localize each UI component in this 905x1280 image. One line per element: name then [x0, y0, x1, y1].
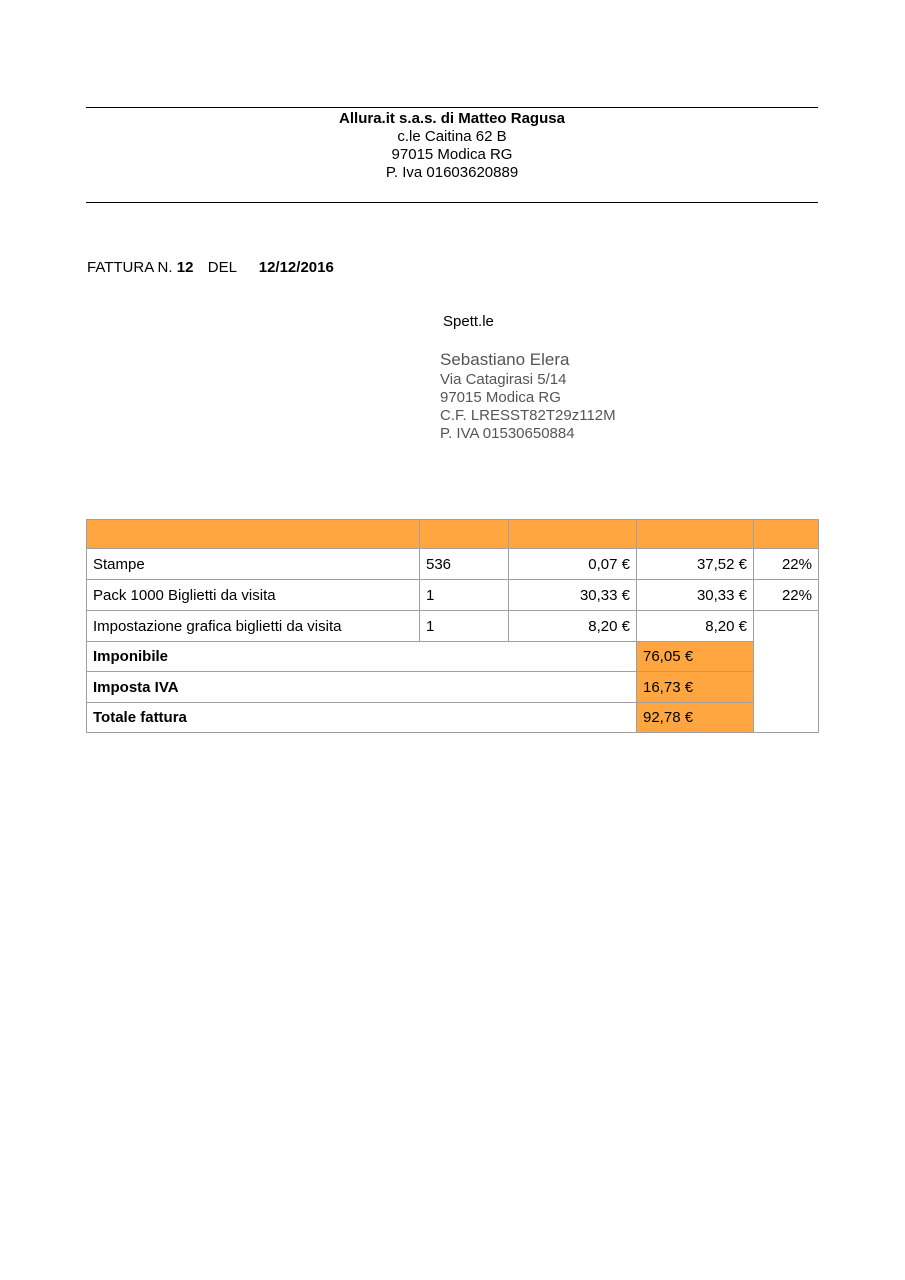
imponibile-label: Imponibile [87, 642, 637, 672]
table-row [87, 549, 819, 580]
recipient-vat: P. IVA 01530650884 [440, 425, 575, 442]
recipient-salutation: Spett.le [443, 313, 494, 330]
invoice-number: 12 [176, 259, 194, 276]
iva-label: Imposta IVA [87, 672, 637, 703]
top-rule [86, 107, 818, 108]
item-qty: 1 [420, 611, 509, 642]
item-unit-price: 30,33 € [509, 580, 637, 611]
issuer-block [86, 110, 818, 182]
recipient-name: Sebastiano Elera [440, 350, 570, 369]
iva-value: 16,73 € [637, 672, 754, 703]
bottom-rule [86, 202, 818, 203]
table-header-row [87, 520, 819, 549]
invoice-label: FATTURA N. [87, 259, 173, 276]
item-total: 30,33 € [637, 580, 754, 611]
totale-label: Totale fattura [87, 703, 637, 733]
recipient-city: 97015 Modica RG [440, 389, 561, 406]
vat-filler-cell [754, 611, 819, 733]
imponibile-value: 76,05 € [637, 642, 754, 672]
issuer-vat: P. Iva 01603620889 [385, 164, 519, 181]
header-cell [87, 520, 420, 549]
header-cell [637, 520, 754, 549]
item-total: 37,52 € [637, 549, 754, 580]
invoice-date: 12/12/2016 [258, 259, 334, 276]
totale-value: 92,78 € [637, 703, 754, 733]
table-row [87, 611, 819, 642]
item-qty: 536 [420, 549, 509, 580]
recipient-cf: C.F. LRESST82T29z112M [440, 407, 616, 424]
item-total: 8,20 € [637, 611, 754, 642]
item-description: Impostazione grafica biglietti da visita [87, 611, 420, 642]
issuer-name: Allura.it s.a.s. di Matteo Ragusa [339, 110, 565, 127]
summary-row [87, 672, 819, 703]
item-unit-price: 0,07 € [509, 549, 637, 580]
recipient-address: Via Catagirasi 5/14 [440, 371, 567, 388]
item-description: Stampe [87, 549, 420, 580]
item-vat: 22% [754, 580, 819, 611]
header-cell [754, 520, 819, 549]
item-description: Pack 1000 Biglietti da visita [87, 580, 420, 611]
table-row [87, 580, 819, 611]
header-cell [509, 520, 637, 549]
recipient-block [440, 349, 616, 443]
item-vat: 22% [754, 549, 819, 580]
issuer-city: 97015 Modica RG [391, 146, 513, 163]
item-qty: 1 [420, 580, 509, 611]
invoice-heading [87, 259, 334, 276]
invoice-del-label: DEL [207, 259, 237, 276]
issuer-address: c.le Caitina 62 B [397, 128, 507, 145]
summary-row [87, 642, 819, 672]
items-table [86, 519, 819, 733]
item-unit-price: 8,20 € [509, 611, 637, 642]
header-cell [420, 520, 509, 549]
summary-row [87, 703, 819, 733]
